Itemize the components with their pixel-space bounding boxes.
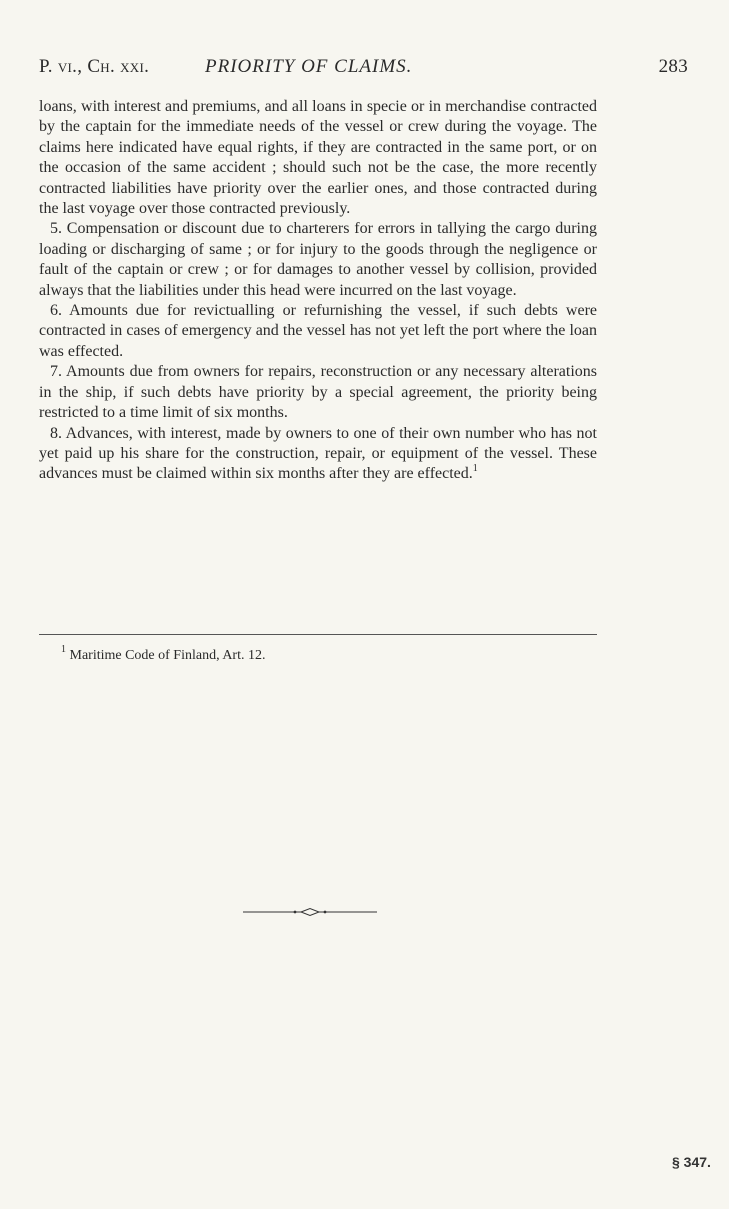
footnote-reference: 1 (472, 462, 478, 474)
footnote (39, 644, 597, 665)
paragraph-item-7 (39, 362, 597, 423)
running-head-title: PRIORITY OF CLAIMS. (205, 56, 413, 77)
paragraph-text: 5. Compensation or discount due to charterers for errors in tallying the cargo during loading or discharging of same ; or for injury to the goods through the negligence or fault of the captain or crew ; or for damages to another vessel by collision, provided always that the liabilities under this head were incurred on the last voyage. (39, 220, 597, 299)
footnote-divider (39, 634, 597, 635)
paragraph-item-5 (39, 219, 597, 301)
paragraph-text: 6. Amounts due for revictualling or refurnishing the vessel, if such debts were contracted in cases of emergency and the vessel has not yet left the port where the loan was effected. (39, 302, 597, 360)
running-head (39, 56, 688, 82)
footnote-text: Maritime Code of Finland, Art. 12. (69, 648, 266, 663)
paragraph-text: 7. Amounts due from owners for repairs, reconstruction or any necessary alterations in the ship, if such debts have priority by a special agreement, the priority being restricted to a time limit of six months. (39, 363, 597, 422)
section-mark: § 347. (672, 1154, 711, 1170)
page-number: 283 (658, 56, 688, 77)
footnote-marker: 1 (61, 644, 66, 656)
paragraph-item-8 (39, 424, 597, 485)
running-head-part-chapter: P. vi., Ch. xxi. (39, 56, 150, 77)
paragraph-item-6 (39, 301, 597, 362)
paragraph-continuation (39, 97, 597, 219)
body-text (39, 97, 597, 485)
end-ornament (243, 906, 377, 918)
paragraph-text: 8. Advances, with interest, made by owners to one of their own number who has not yet paid up his share for the construction, repair, or equipment of the vessel. These advances must be claimed within six months after they are effected. (39, 424, 597, 483)
paragraph-text: loans, with interest and premiums, and all loans in specie or in merchandise contracted by the captain for the immediate needs of the vessel or crew during the voyage. The claims here indicated have equal rights, if they are contracted in the same port, or on the occasion of the same accident ; should such not be the case, the more recently contracted liabilities have priority over the earlier ones, and those contracted during the last voyage over those contracted previously. (39, 98, 597, 218)
